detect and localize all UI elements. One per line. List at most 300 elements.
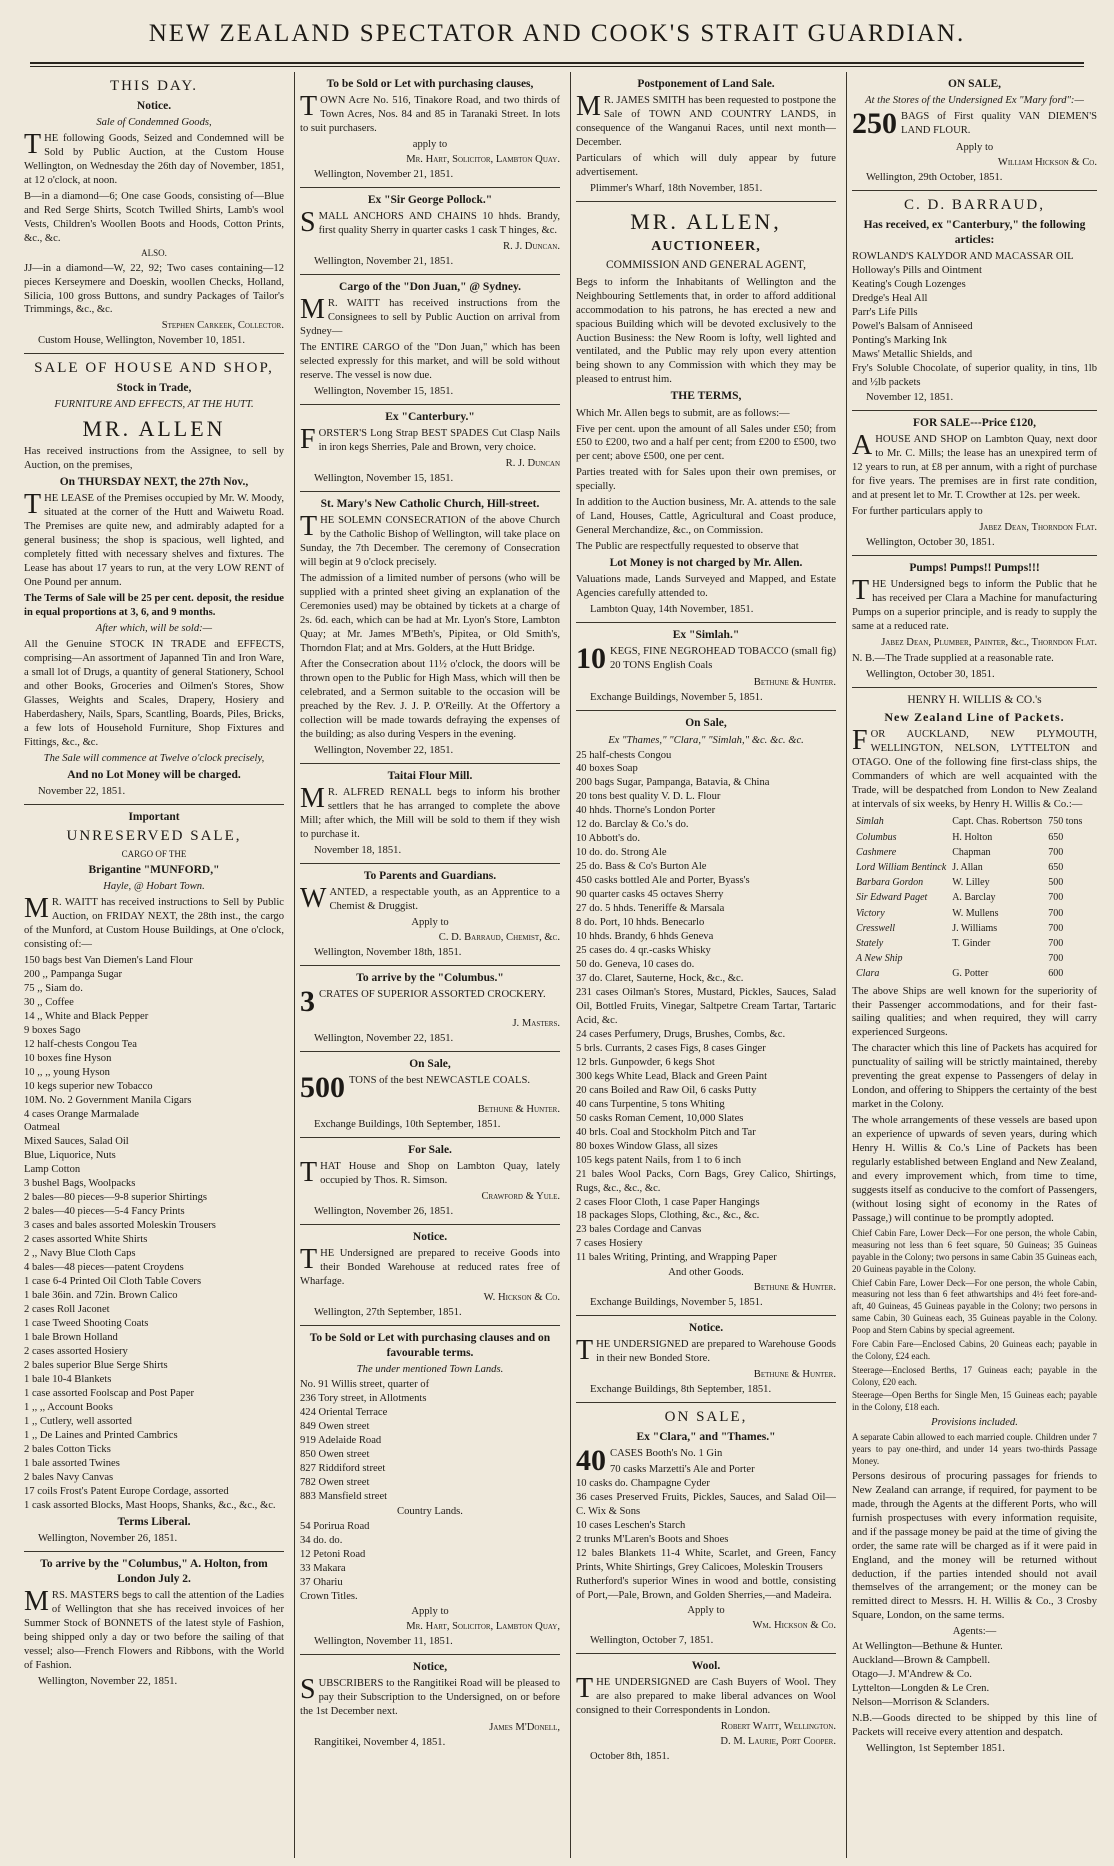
ad-heading: FOR SALE---Price £120, (913, 416, 1036, 429)
ad-text: Begs to inform the Inhabitants of Wellington and the Neighbouring Settlements that, in order to afford additional accommodation to his patrons, he has erected a new and spacious Building which will be devoted exclusively to the Auction Business: the New Room is lofty, well lighted and ventilated, and the Public may rely upon every attention being shown to any Commission with which they may be pleased to entrust him. (576, 276, 836, 386)
fare-text: Chief Cabin Fare, Lower Deck—For one person, the whole Cabin, measuring not less than 6 feet athwartships and 4½ feet fore-and-aft, 40 Guineas, 45 Guineas payable in the Colony; two persons in same Cabin, 30 Guineas each, 35 Guineas payable in the Colony. Poop and Stern Cabins by special agreement. (852, 1277, 1097, 1335)
ad-text: Apply to (411, 1605, 449, 1617)
land-item: 850 Owen street (300, 1449, 370, 1461)
ad-text: MR. WAITT has received instructions to Sell by Public Auction, on FRIDAY NEXT, the 28th inst., the cargo of the Munford, at Custom House Buildings, at One o'clock, consisting of:— (24, 892, 284, 950)
goods-item: 300 kegs White Lead, Black and Green Paint (576, 1070, 768, 1082)
ad-condemned-goods (24, 72, 284, 354)
cargo-item: 1 case assorted Foolscap and Post Paper (24, 1387, 195, 1399)
ad-land-sale-postponement (576, 72, 836, 202)
ad-subheading: Has received, ex "Canterbury," the following articles: (863, 218, 1086, 246)
land-item: 883 Mansfield street (300, 1491, 388, 1503)
ad-subheading: COMMISSION AND GENERAL AGENT, (606, 259, 806, 272)
ad-subheading: Ex "Thames," "Clara," "Simlah," &c. &c. &c. (608, 734, 804, 746)
ad-date: Wellington, November 22, 1851. (314, 1032, 454, 1044)
ad-heading: ON SALE, (664, 1409, 748, 1426)
ad-flour-mill (300, 764, 560, 864)
ship-captain (950, 952, 1044, 965)
ad-subheading: Country Lands. (397, 1506, 463, 1518)
ad-text: Five per cent. upon the amount of all Sales under £50; from £50 to £200, two and a half per cent; from £200 to £500, two per cent; above £500, one per cent. (576, 423, 836, 463)
ad-pumps (852, 556, 1097, 688)
ad-text: After the Consecration about 11½ o'clock, the doors will be thrown open to the Public for High Mass, which will then be celebrated, and a Sermon suitable to the occasion will be preached by the Rev. J. J. P. O'Reilly. At the Offertory a collection will be made towards defraying the expenses of the building; as also during Vespers in the evening. (300, 658, 560, 740)
goods-item: 27 do. 5 hhds. Teneriffe & Marsala (576, 903, 725, 915)
ad-heading: Important (128, 811, 180, 823)
cargo-item: 2 cases assorted Hosiery (24, 1345, 128, 1357)
agent-item: Auckland—Brown & Campbell. (852, 1655, 990, 1667)
ship-captain: A. Barclay (952, 892, 996, 904)
ad-text: THE Undersigned are prepared to receive Goods into their Bonded Warehouse at reduced rates free of Wharfage. (300, 1244, 560, 1288)
ad-signature: Jabez Dean, Thorndon Flat. (979, 521, 1097, 533)
column-divider (570, 72, 571, 1858)
goods-item: 50 do. Geneva, 10 cases do. (576, 959, 695, 971)
cargo-item: 1 bale Brown Holland (24, 1332, 118, 1344)
goods-item: 70 casks Marzetti's Ale and Porter (610, 1464, 755, 1476)
goods-item: 90 quarter casks 45 octaves Sherry (576, 889, 724, 901)
ad-subheading: The under mentioned Town Lands. (356, 1364, 504, 1376)
masthead-rule (30, 62, 1084, 64)
goods-item: 8 do. Port, 10 hhds. Benecarlo (576, 917, 705, 929)
ad-text: AHOUSE AND SHOP on Lambton Quay, next door to Mr. C. Mills; the lease has an unexpired term of 12 years to run, at £8 per annum, with a right of purchase for five years. The premises are in first rate condition, and at present let to Mr. T. Crowther at 12s. per week. (852, 429, 1097, 501)
land-item: 424 Oriental Terrace (300, 1407, 388, 1419)
ship-name: Clara (856, 968, 880, 980)
ad-date: Plimmer's Wharf, 18th November, 1851. (590, 182, 763, 194)
ad-text: TOWN Acre No. 516, Tinakore Road, and two thirds of Town Acres, Nos. 84 and 85 in Taranaki Street. In lots to suit purchasers. (300, 91, 560, 135)
ad-text: The character which this line of Packets has acquired for punctuality of sailing will be strictly maintained, thereby preventing the great expense to Passengers of delay in London, and offering to Shippers the certainty of the best market in the Colony. (852, 1043, 1097, 1111)
ad-date: Wellington, November 21, 1851. (314, 169, 454, 181)
ad-heading: For Sale. (408, 1143, 452, 1156)
ad-text: The admission of a limited number of persons (who will be supplied with a printed sheet giving an explanation of the Ceremonies used) may be obtained by tickets at a charge of 2s. 6d. each, which can be had at Mr. Lyon's Store, Lambton Quay; at Mr. James M'Beth's, Pipitea, or Old Smith's, Thorndon Flat; and at Mrs. Golders, at the Hutt Bridge. (300, 573, 560, 654)
ad-date: Wellington, November 15, 1851. (314, 473, 454, 485)
ad-text: Provisions included. (931, 1417, 1018, 1429)
ad-text: KEGS, FINE NEGROHEAD TOBACCO (small fig) 20 TONS English Coals (610, 646, 836, 672)
ad-signature: Bethune & Hunter. (753, 1369, 836, 1381)
ad-text: A separate Cabin allowed to each married couple. Children under 7 years to pay one-third, and under 14 years two-thirds Passage Money. (852, 1432, 1097, 1466)
ad-text: Particulars of which will duly appear by future advertisement. (576, 153, 836, 179)
ad-number: 40 (576, 1444, 606, 1478)
cargo-item: 10M. No. 2 Government Manila Cigars (24, 1094, 192, 1106)
ship-name: Cashmere (856, 846, 897, 858)
goods-item: 12 do. Barclay & Co.'s do. (576, 819, 689, 831)
goods-item: 25 cases do. 4 qr.-casks Whisky (576, 945, 711, 957)
ship-captain: G. Potter (952, 968, 989, 980)
ad-signature: D. M. Laurie, Port Cooper. (720, 1735, 836, 1747)
ad-signature: C. D. Barraud, Chemist, &c. (438, 931, 560, 943)
goods-item: 2 trunks M'Laren's Boots and Shoes (576, 1534, 729, 1546)
column-divider (846, 72, 847, 1858)
land-item: 782 Owen street (300, 1477, 370, 1489)
ad-text: CASES Booth's No. 1 Gin (610, 1448, 723, 1460)
ad-signature: Mr. Hart, Solicitor, Lambton Quay, (406, 1620, 560, 1632)
ad-text: BAGS of First quality VAN DIEMEN'S LAND FLOUR. (901, 111, 1097, 137)
ad-town-lands (300, 1326, 560, 1655)
agent-item: Nelson—Morrison & Sclanders. (852, 1697, 990, 1709)
goods-item: 231 cases Oilman's Stores, Mustard, Pickles, Sauces, Salad Oil, Bottled Fruits, Vinegar, Saltpetre Cream Tartar, Tartaric Acid, &c. (576, 986, 836, 1026)
goods-item: 25 half-chests Congou (576, 749, 672, 761)
ad-date: Wellington, 27th September, 1851. (314, 1307, 462, 1319)
ad-text: SMALL ANCHORS AND CHAINS 10 hhds. Brandy, first quality Sherry in quarter casks 1 cask T hinges, &c. (300, 207, 560, 239)
ad-heading: UNRESERVED SALE, (66, 828, 242, 845)
goods-item: 25 do. Bass & Co's Burton Ale (576, 861, 707, 873)
goods-item: 10 hhds. Brandy, 6 hhds Geneva (576, 931, 714, 943)
goods-item: 20 tons best quality V. D. L. Flour (576, 791, 721, 803)
ad-heading: Ex "Sir George Pollock." (367, 193, 493, 206)
ad-heading: St. Mary's New Catholic Church, Hill-street. (320, 498, 540, 511)
ad-heading: Notice. (412, 1230, 448, 1243)
ad-date: Wellington, November 22, 1851. (38, 1675, 178, 1687)
ad-signature: Mr. Hart, Solicitor, Lambton Quay. (406, 154, 560, 166)
cargo-item: Mixed Sauces, Salad Oil (24, 1136, 129, 1148)
ad-heading: MR. ALLEN (82, 416, 226, 442)
ad-signature: J. Masters. (512, 1017, 560, 1029)
ad-subheading: THE TERMS, (670, 390, 742, 403)
ad-text: Apply to (687, 1604, 725, 1616)
ad-text: THE SOLEMN CONSECRATION of the above Church by the Catholic Bishop of Wellington, will take place on Sunday, the 7th December. The ceremony of Consecration will begin at 9 o'clock precisely. (300, 511, 560, 569)
cargo-item: 75 ,, Siam do. (24, 982, 83, 994)
ship-name: Simlah (856, 816, 884, 828)
ad-text: FOR AUCKLAND, NEW PLYMOUTH, WELLINGTON, NELSON, LYTTELTON and OTAGO. One of the following fine first-class ships, the Commanders of which are well acquainted with the Trade, will be despatched from London to New Zealand at intervals of six weeks, by Henry H. Willis & Co.:— (852, 724, 1097, 810)
ad-text: ALSO. (141, 247, 167, 258)
ship-row (854, 876, 1084, 889)
ad-date: Wellington, November 15, 1851. (314, 386, 454, 398)
ad-gin-cases (576, 1403, 836, 1654)
cargo-item: 1 bale 10-4 Blankets (24, 1373, 112, 1385)
ad-text: B—in a diamond—6; One case Goods, consisting of—Blue and Red Serge Shirts, Scotch Twilled Shirts, Lamb's wool Vests, Children's Woollen Boots and Hoods, Cotton Prints, &c., &c. (24, 190, 284, 244)
ad-date: Wellington, 29th October, 1851. (866, 172, 1003, 184)
ship-name: Columbus (856, 831, 897, 843)
ad-bonded-warehouse (300, 1225, 560, 1326)
ad-signature: Wm. Hickson & Co. (752, 1619, 836, 1631)
cargo-item: 1 cask assorted Blocks, Mast Hoops, Shanks, &c., &c., &c. (24, 1499, 276, 1511)
ad-heading: On Sale, (409, 1057, 451, 1070)
ship-tons: 700 (1048, 937, 1064, 949)
column-2 (300, 72, 560, 1858)
ad-text: THE LEASE of the Premises occupied by Mr. W. Moody, situated at the corner of the Hutt and Waiwetu Road. The Premises are quite new, and admirably adapted for a general business; the shop is spacious, well lighted, and completely fitted with necessary shelves and fixtures. The Lease has about 17 years to run, at the very LOW RENT of One Pound per annum. (24, 489, 284, 589)
goods-item: 50 casks Roman Cement, 10,000 Slates (576, 1112, 744, 1124)
ad-catholic-church (300, 492, 560, 764)
ship-tons: 650 (1048, 831, 1064, 843)
goods-item: 24 cases Perfumery, Drugs, Brushes, Combs, &c. (576, 1028, 786, 1040)
goods-item: 10 cases Leschen's Starch (576, 1520, 686, 1532)
ad-signature: Jabez Dean, Plumber, Painter, &c., Thorndon Flat. (881, 636, 1097, 648)
ad-packet-line (852, 688, 1097, 1761)
ad-number: 250 (852, 107, 897, 141)
land-item: 33 Makara (300, 1562, 346, 1574)
ad-heading: To be Sold or Let with purchasing clauses and on favourable terms. (309, 1331, 551, 1360)
ad-text: The Terms of Sale will be 25 per cent. deposit, the residue in equal proportions at 3, 6, and 9 months. (24, 593, 284, 619)
cargo-item: 2 bales Navy Canvas (24, 1471, 114, 1483)
goods-item: 21 bales Wool Packs, Corn Bags, Grey Calico, Shirtings, Rugs, &c., &c., &c. (576, 1168, 836, 1194)
column-divider (294, 72, 295, 1858)
goods-item: 105 kegs patent Nails, from 1 to 6 inch (576, 1154, 742, 1166)
ad-text: N.B.—Goods directed to be shipped by this line of Packets will receive every attention and despatch. (852, 1713, 1097, 1739)
cargo-item: 30 ,, Coffee (24, 996, 74, 1008)
ad-number: 500 (300, 1070, 345, 1104)
goods-list (576, 749, 836, 1266)
cargo-item: 10 kegs superior new Tobacco (24, 1080, 153, 1092)
goods-item: 37 do. Claret, Sauterne, Hock, &c., &c. (576, 973, 744, 984)
ad-date: Lambton Quay, 14th November, 1851. (590, 604, 754, 616)
column-4 (852, 72, 1097, 1858)
ad-date: Wellington, November 18th, 1851. (314, 946, 462, 958)
ship-row (854, 861, 1084, 874)
ship-row (854, 952, 1084, 965)
goods-item: 10 Abbott's do. (576, 833, 641, 845)
goods-item: Ponting's Marking Ink (852, 334, 947, 346)
ad-subheading: Brigantine "MUNFORD," (88, 863, 220, 876)
cargo-item: 150 bags best Van Diemen's Land Flour (24, 954, 193, 966)
cargo-item: 3 bushel Bags, Woolpacks (24, 1178, 136, 1190)
goods-item: Parr's Life Pills (852, 307, 918, 318)
ship-captain: T. Ginder (952, 937, 991, 949)
ad-house-for-sale (300, 1138, 560, 1225)
ad-town-acre (300, 72, 560, 188)
ad-date: November 22, 1851. (38, 786, 126, 798)
goods-item: 40 brls. Coal and Stockholm Pitch and Tar (576, 1126, 756, 1138)
ship-tons: 700 (1048, 907, 1064, 919)
ship-captain: W. Lilley (952, 877, 990, 889)
ad-heading: Pumps! Pumps!! Pumps!!! (909, 561, 1040, 574)
ad-heading: To Parents and Guardians. (363, 869, 497, 882)
cargo-item: 1 ,, ,, Account Books (24, 1401, 113, 1413)
ad-date: Exchange Buildings, 10th September, 1851. (314, 1118, 501, 1130)
ad-date: Wellington, November 26, 1851. (314, 1206, 454, 1217)
ship-captain: Capt. Chas. Robertson (952, 816, 1043, 828)
cargo-item: 2 bales—40 pieces—5-4 Fancy Prints (24, 1206, 185, 1218)
agent-item: Otago—J. M'Andrew & Co. (852, 1669, 972, 1681)
goods-item: 40 boxes Soap (576, 763, 638, 775)
ship-name: Lord William Bentinck (856, 862, 947, 874)
ship-name: Cresswell (856, 922, 896, 934)
cargo-item: 3 cases and bales assorted Moleskin Trousers (24, 1220, 216, 1232)
goods-item: Fry's Soluble Chocolate, of superior quality, in tins, 1lb and ½lb packets (852, 362, 1097, 388)
goods-item: Maws' Metallic Shields, and (852, 348, 973, 360)
ad-signature: R. J. Duncan (505, 458, 560, 470)
cargo-item: 1 case 6-4 Printed Oil Cloth Table Covers (24, 1276, 202, 1288)
goods-item: ROWLAND'S KALYDOR AND MACASSAR OIL (852, 251, 1074, 263)
ad-signature: Bethune & Hunter. (477, 1103, 560, 1115)
ad-munford-cargo (24, 805, 284, 1552)
ad-text: Persons desirous of procuring passages for friends to New Zealand can arrange, if required, for payment to be made, through the Agents at the different Ports, who will furnish prospectuses with every information requisite, and if the passage money be paid at the time of giving the order, the same rate will be charged as if it were paid in England, and the money will be returned without deduction, if the parties intended should not avail themselves of the arrangement; or the money can be remitted direct to Messrs. H. H. Willis & Co., 3 Crosby Square, London, on the same terms. (852, 1470, 1097, 1622)
ad-text: WANTED, a respectable youth, as an Apprentice to a Chemist & Druggist. (300, 882, 560, 914)
ship-captain: J. Williams (952, 922, 998, 934)
ship-row (854, 937, 1084, 950)
ship-name: Stately (856, 937, 884, 949)
column-3 (576, 72, 836, 1858)
ad-text: After which, will be sold:— (95, 623, 213, 635)
ship-name: Sir Edward Paget (856, 892, 928, 904)
ad-text: THAT House and Shop on Lambton Quay, lately occupied by Thos. R. Simson. (300, 1157, 560, 1189)
ad-on-sale-stores (576, 711, 836, 1316)
ad-subheading: Hayle, @ Hobart Town. (103, 881, 205, 893)
ad-number: 3 (300, 984, 315, 1018)
ad-subheading: Stock in Trade, (116, 382, 192, 395)
agent-item: At Wellington—Bethune & Hunter. (852, 1641, 1003, 1653)
land-item: No. 91 Willis street, quarter of (300, 1379, 430, 1391)
ad-date: Custom House, Wellington, November 10, 1851. (38, 335, 245, 347)
ad-date: Wellington, 1st September 1851. (866, 1743, 1005, 1755)
ad-text: All the Genuine STOCK IN TRADE and EFFECTS, comprising—An assortment of Japanned Tin and Iron Ware, a small lot of Drugs, a quantity of general Stationery, School and other Books, Groceries and Oilmen's Stores, Show Glasses, Weights and Scales, Drapery, Hosiery and Haberdashery, Nails, Spars, Scantling, Boards, Piles, Bricks, a few lots of Household Furniture, Shop Fixtures and Fittings, &c., &c. (24, 639, 284, 748)
ad-canterbury (300, 405, 560, 492)
fare-text: Chief Cabin Fare, Lower Deck—For one person, the whole Cabin, measuring not less than 6 feet square, 50 Guineas; 35 Guineas payable in the Colony; two persons in same Cabin 35 Guineas each, 20 Guineas payable in the Colony. (852, 1228, 1097, 1274)
ad-heading: MR. ALLEN, (630, 208, 782, 234)
ad-barraud (852, 191, 1097, 411)
ad-text: CRATES OF SUPERIOR ASSORTED CROCKERY. (319, 988, 546, 1000)
ad-text: Parties treated with for Sales upon their own premises, or specially. (576, 467, 836, 493)
ad-date: November 12, 1851. (866, 391, 954, 403)
goods-item: 7 cases Hosiery (576, 1238, 643, 1250)
goods-item: Keating's Cough Lozenges (852, 279, 966, 291)
land-item: 236 Tory street, in Allotments (300, 1393, 427, 1405)
ship-tons: 600 (1048, 968, 1064, 980)
ad-heading: Ex "Simlah." (672, 629, 740, 642)
ad-heading: To arrive by the "Columbus." (356, 971, 504, 984)
ad-house-for-sale-price (852, 411, 1097, 556)
ad-heading: Notice, (412, 1660, 448, 1673)
ad-signature: Stephen Carkeek, Collector. (161, 320, 284, 332)
column-1 (24, 72, 284, 1858)
goods-item: 80 boxes Window Glass, all sizes (576, 1140, 718, 1152)
fare-text: Steerage—Open Berths for Single Men, 15 Guineas each; payable in the Colony, £18 each. (852, 1390, 1097, 1413)
ad-heading: SALE OF HOUSE AND SHOP, (34, 360, 274, 377)
goods-item: 36 cases Preserved Fruits, Pickles, Sauces, and Salad Oil—C. Wix & Sons (576, 1492, 836, 1518)
land-item: 849 Owen street (300, 1421, 370, 1433)
ad-heading: Notice. (688, 1322, 724, 1335)
ad-coals (300, 1052, 560, 1138)
cargo-item: 1 ,, Cutlery, well assorted (24, 1415, 132, 1427)
cargo-item: 10 boxes fine Hyson (24, 1052, 112, 1064)
cargo-item: 2 bales superior Blue Serge Shirts (24, 1359, 168, 1371)
cargo-item: 1 case Tweed Shooting Coats (24, 1318, 149, 1330)
goods-item: Dredge's Heal All (852, 293, 928, 305)
cargo-item: 12 half-chests Congou Tea (24, 1038, 137, 1050)
ad-date: Wellington, November 21, 1851. (314, 256, 454, 268)
ad-text: In addition to the Auction business, Mr. A. attends to the sale of Land, Houses, Cattle, Agricultural and Coast produce, General Merchandize, &c., on Commission. (576, 497, 836, 537)
ship-row (854, 891, 1084, 904)
ship-row (854, 831, 1084, 844)
ship-name: A New Ship (856, 953, 903, 965)
ship-name: Victory (856, 907, 885, 919)
ad-number: 10 (576, 642, 606, 676)
ad-signature: Bethune & Hunter. (753, 677, 836, 689)
cargo-item: 1 bale assorted Twines (24, 1457, 120, 1469)
ad-subheading: Terms Liberal. (117, 1515, 191, 1528)
goods-item: 2 cases Floor Cloth, 1 case Paper Hangings (576, 1196, 760, 1208)
ad-heading: To be Sold or Let with purchasing clauses, (326, 78, 534, 90)
ad-heading: Taitai Flour Mill. (387, 769, 473, 782)
ad-text: The Sale will commence at Twelve o'clock precisely, (43, 752, 265, 764)
land-item: 37 Ohariu (300, 1576, 343, 1588)
goods-item: 200 bags Sugar, Pampanga, Batavia, & China (576, 777, 770, 789)
ad-subheading: Notice. (136, 99, 172, 112)
ad-subheading: Sale of Condemned Goods, (96, 116, 212, 128)
cargo-item: 2 bales Cotton Ticks (24, 1443, 111, 1455)
cargo-item: 200 ,, Pampanga Sugar (24, 968, 122, 980)
goods-item: 40 cans Turpentine, 5 tons Whiting (576, 1098, 725, 1110)
ad-heading: Postponement of Land Sale. (637, 78, 775, 90)
ship-tons: 700 (1048, 892, 1064, 904)
ad-text: TONS of the best NEWCASTLE COALS. (349, 1074, 531, 1086)
masthead: NEW ZEALAND SPECTATOR AND COOK'S STRAIT GUARDIAN. (148, 20, 966, 47)
cargo-item: 10 ,, ,, young Hyson (24, 1066, 110, 1078)
ad-subheading: CARGO OF THE (121, 848, 187, 859)
cargo-item: 2 ,, Navy Blue Cloth Caps (24, 1248, 136, 1260)
ad-text: The whole arrangements of these vessels are based upon an experience of upwards of seven years, during which Henry H. Willis & Co.'s Line of Packets has been regularly established between England and New Zealand, and every improvement which, from time to time, suggests itself as conducive to the comfort of Passengers, (without losing sight of economy in the Rates of Passage,) will continue to be promptly adopted. (852, 1115, 1097, 1225)
fare-text: Steerage—Enclosed Berths, 17 Guineas each; payable in the Colony, £20 each. (852, 1364, 1097, 1387)
ad-signature: W. Hickson & Co. (483, 1292, 560, 1304)
goods-item: 20 cans Boiled and Raw Oil, 6 casks Putty (576, 1084, 757, 1096)
ship-captain: H. Holton (952, 831, 993, 843)
cargo-item: Lamp Cotton (24, 1164, 81, 1176)
ad-heading: On Sale, (685, 717, 727, 730)
ad-heading: HENRY H. WILLIS & CO.'s (907, 693, 1042, 706)
ad-text: THE following Goods, Seized and Condemned will be Sold by Public Auction, at the Custom House Wellington, on Wednesday the 26th day of November, 1851, at 12 o'clock, at noon. (24, 128, 284, 186)
ad-text: Apply to (955, 142, 994, 154)
ad-text: FORSTER'S Long Strap BEST SPADES Cut Clasp Nails in iron kegs Sherries, Pale and Brown, very choice. (300, 424, 560, 456)
ship-row (854, 907, 1084, 920)
goods-item: Rutherford's superior Wines in wood and bottle, consisting of Port,—Pale, Brown, and Golden Sherries,—and Madeira. (576, 1575, 836, 1601)
ad-negrohead-tobacco (576, 623, 836, 711)
ad-don-juan (300, 275, 560, 405)
agents-list (852, 1640, 1097, 1710)
cargo-item: 2 cases Roll Jaconet (24, 1304, 110, 1316)
land-item: 12 Petoni Road (300, 1548, 366, 1560)
ad-text: MR. WAITT has received instructions from the Consignees to sell by Public Auction on arrival from Sydney— (300, 294, 560, 338)
cargo-item: 1 ,, De Laines and Printed Cambrics (24, 1429, 178, 1441)
ad-text: Which Mr. Allen begs to submit, are as follows:— (576, 407, 790, 419)
ad-text: Lot Money is not charged by Mr. Allen. (609, 557, 803, 570)
ad-text: Apply to (411, 916, 449, 928)
ship-tons: 650 (1048, 862, 1064, 874)
ad-subheading: Ex "Clara," and "Thames." (636, 1431, 776, 1444)
goods-item: 10 casks do. Champagne Cyder (576, 1478, 710, 1490)
ad-signature: Robert Waitt, Wellington. (720, 1720, 836, 1732)
goods-item: 12 brls. Gunpowder, 6 kegs Shot (576, 1056, 715, 1068)
masthead-rule-thin (30, 66, 1084, 67)
fare-text: Fore Cabin Fare—Enclosed Cabins, 20 Guineas each; payable in the Colony, £24 each. (852, 1338, 1097, 1361)
ad-signature: Crawford & Yule. (481, 1191, 560, 1203)
ad-text: The Public are respectfully requested to observe that (576, 541, 799, 553)
ad-subheading: Agents:— (952, 1626, 997, 1638)
goods-item: 450 casks bottled Ale and Porter, Byass's (576, 875, 750, 887)
ad-text: And other Goods. (668, 1267, 744, 1279)
ad-text: The above Ships are well known for the superiority of their Passenger accommodations, and for their fast-sailing qualities; and when required, they will carry experienced Surgeons. (852, 985, 1097, 1039)
ad-heading: Cargo of the "Don Juan," @ Sydney. (339, 281, 521, 294)
goods-list (576, 1463, 836, 1603)
ad-bonnets (24, 1552, 284, 1694)
ad-heading: Wool. (691, 1659, 721, 1672)
land-item: 827 Riddiford street (300, 1463, 386, 1475)
ad-heading: THIS DAY. (109, 78, 199, 94)
cargo-item: 9 boxes Sago (24, 1024, 81, 1036)
land-item: 919 Adelaide Road (300, 1435, 382, 1447)
ad-date: Wellington, November 11, 1851. (314, 1635, 453, 1647)
ad-text: Valuations made, Lands Surveyed and Mapped, and Estate Agencies carefully attended to. (576, 574, 836, 600)
ad-wool (576, 1654, 836, 1769)
ad-date: Exchange Buildings, November 5, 1851. (590, 692, 763, 704)
ship-name: Barbara Gordon (856, 877, 924, 889)
goods-item: 5 brls. Currants, 2 cases Figs, 8 cases Ginger (576, 1042, 766, 1054)
ad-signature: R. J. Duncan. (503, 241, 560, 253)
ad-date: Wellington, November 26, 1851. (38, 1532, 178, 1544)
ad-signature: William Hickson & Co. (997, 157, 1097, 169)
cargo-item: 1 bale 36in. and 72in. Brown Calico (24, 1290, 178, 1302)
cargo-item: 2 bales—80 pieces—9-8 superior Shirtings (24, 1192, 208, 1204)
ad-heading: To arrive by the "Columbus," A. Holton, from London July 2. (40, 1557, 268, 1585)
ship-tons: 700 (1048, 953, 1064, 965)
ad-text: THE UNDERSIGNED are Cash Buyers of Wool. They are also prepared to make liberal advances on Wool consigned to their Correspondents in London. (576, 1673, 836, 1716)
ad-bonded-store (576, 1316, 836, 1403)
ad-anchors (300, 188, 560, 275)
land-item: 54 Porirua Road (300, 1520, 370, 1532)
